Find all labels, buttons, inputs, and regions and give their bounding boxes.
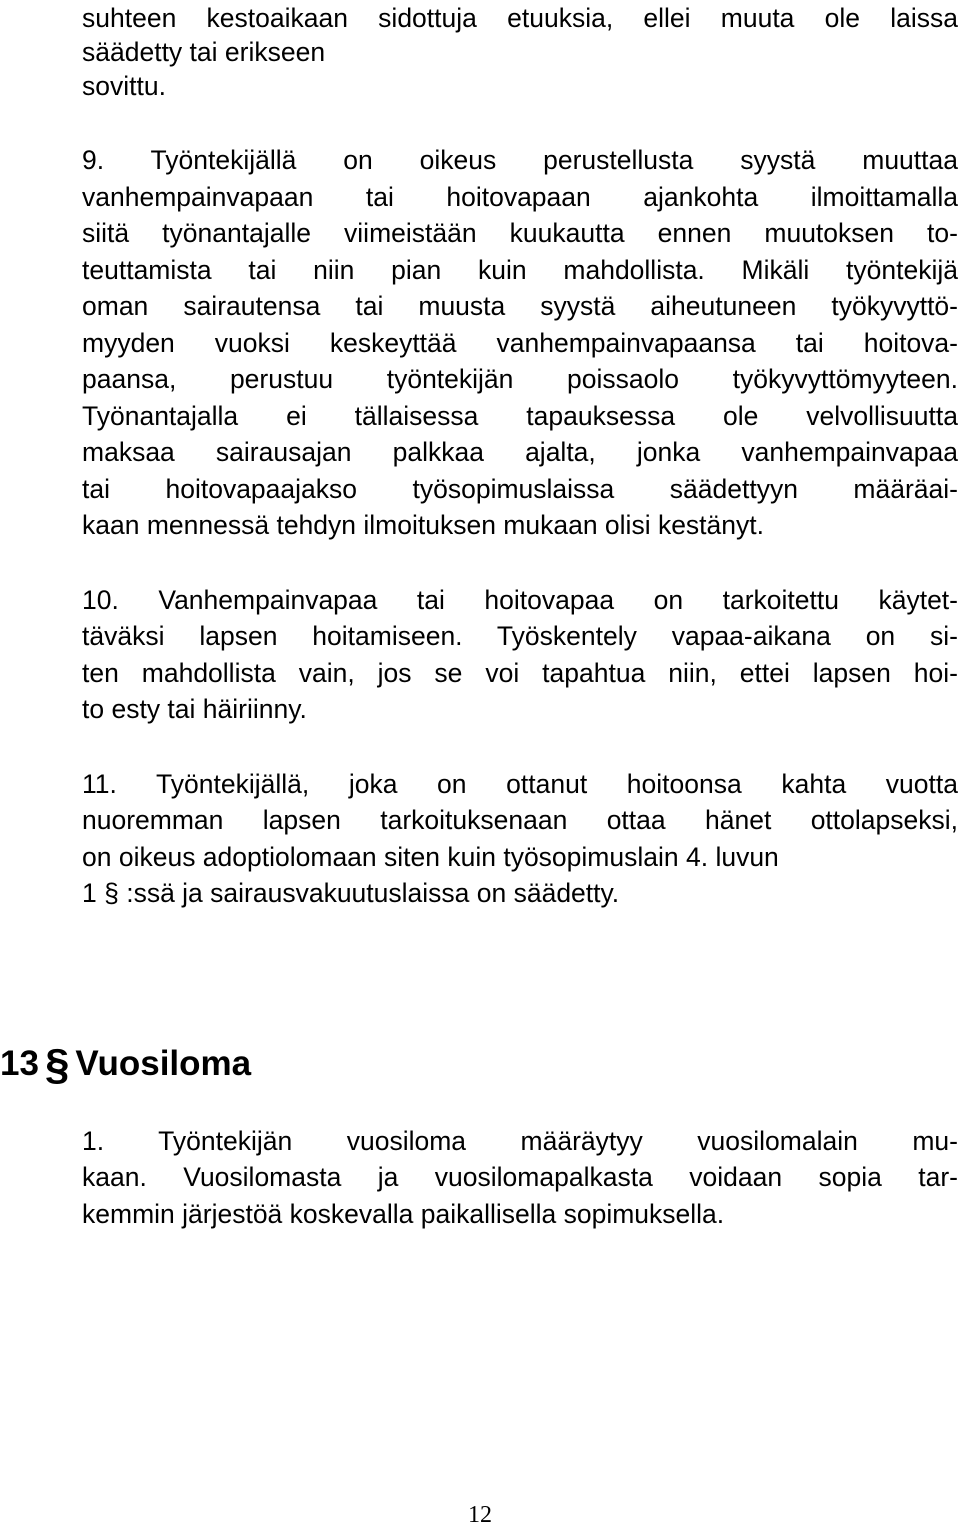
text-line: kemmin järjestöä koskevalla paikallisella sopimuksella. (82, 1199, 725, 1229)
text-line: myyden vuoksi keskeyttää vanhempainvapaansa tai hoitova- (82, 328, 958, 358)
section-heading (0, 1040, 251, 1089)
text-line: sovittu. (82, 71, 166, 101)
text-line: to esty tai häiriinny. (82, 694, 307, 724)
text-line: 10. Vanhempainvapaa tai hoitovapaa on tarkoitettu käytet- (82, 585, 958, 615)
text-line: 11. Työntekijällä, joka on ottanut hoitoonsa kahta vuotta (82, 769, 958, 799)
text-line: teuttamista tai niin pian kuin mahdollista. Mikäli työntekijä (82, 255, 958, 285)
text-line: on oikeus adoptiolomaan siten kuin työsopimuslain 4. luvun (82, 842, 779, 872)
text-line: 1 § :ssä ja sairausvakuutuslaissa on säädetty. (82, 878, 620, 908)
text-line: kaan. Vuosilomasta ja vuosilomapalkasta voidaan sopia tar- (82, 1162, 958, 1192)
text-line: siitä työnantajalle viimeistään kuukautta ennen muutoksen to- (82, 218, 958, 248)
text-line: 1. Työntekijän vuosiloma määräytyy vuosilomalain mu- (82, 1126, 958, 1156)
text-line: paansa, perustuu työntekijän poissaolo työkyvyttömyyteen. (82, 364, 958, 394)
text-line: Työnantajalla ei tällaisessa tapauksessa ole velvollisuutta (82, 401, 958, 431)
section-symbol: § (44, 1040, 70, 1089)
text-line: 9. Työntekijällä on oikeus perustellusta syystä muuttaa (82, 145, 958, 175)
section-title: Vuosiloma (75, 1044, 252, 1083)
text-line: ten mahdollista vain, jos se voi tapahtua niin, ettei lapsen hoi- (82, 658, 958, 688)
text-line: suhteen kestoaikaan sidottuja etuuksia, ellei muuta ole laissa (82, 3, 958, 33)
text-line: kaan mennessä tehdyn ilmoituksen mukaan olisi kestänyt. (82, 510, 764, 540)
page-number: 12 (468, 1502, 492, 1528)
text-line: säädetty tai erikseen (82, 37, 326, 67)
text-line: tai hoitovapaajakso työsopimuslaissa säädettyyn määräai- (82, 474, 958, 504)
text-line: täväksi lapsen hoitamiseen. Työskentely vapaa-aikana on si- (82, 621, 958, 651)
text-line: vanhempainvapaan tai hoitovapaan ajankohta ilmoittamalla (82, 182, 958, 212)
section-number: 13 (0, 1044, 39, 1083)
text-line: nuoremman lapsen tarkoituksenaan ottaa hänet ottolapseksi, (82, 805, 958, 835)
text-line: maksaa sairausajan palkkaa ajalta, jonka vanhempainvapaa (82, 437, 958, 467)
text-line: oman sairautensa tai muusta syystä aiheutuneen työkyvyttö- (82, 291, 958, 321)
